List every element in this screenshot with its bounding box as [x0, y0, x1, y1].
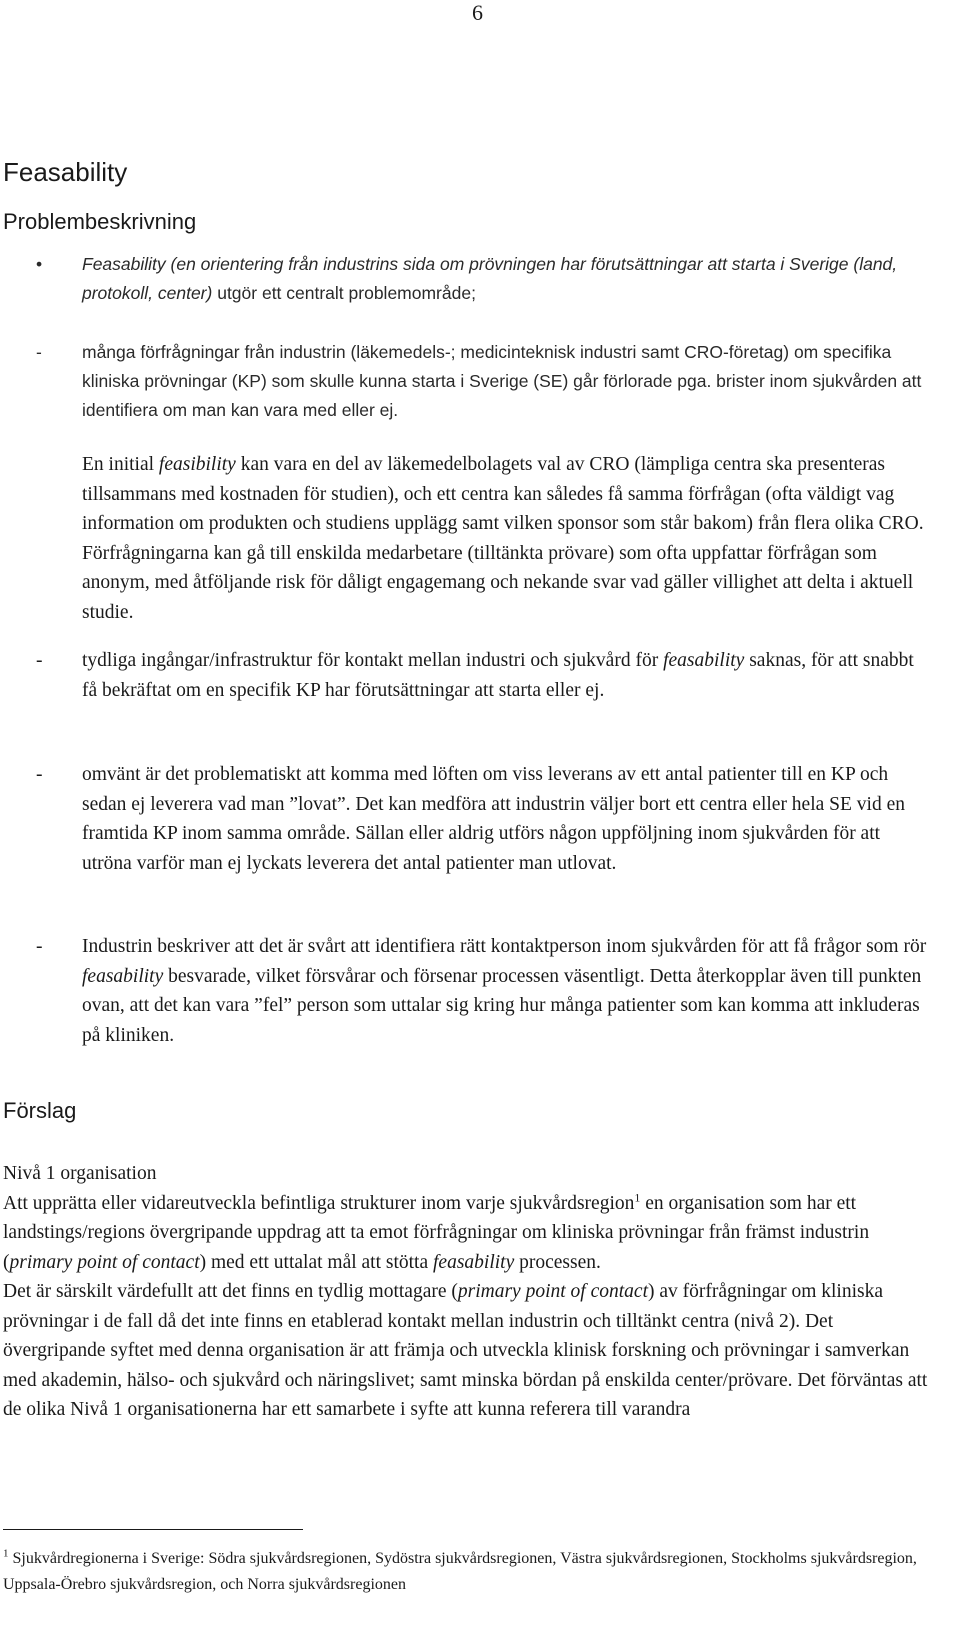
text-run: ) med ett uttalat mål att stötta — [199, 1251, 433, 1273]
bullet-italic-text: Feasability (en orientering från industrins sida om prövningen har förutsättningar att starta i Sverige (land, protokoll, center) — [82, 254, 898, 303]
text-run: saknas, för att snabbt få bekräftat om en specifik KP har förutsättningar att starta eller ej. — [82, 650, 914, 701]
section-heading-problem: Problembeskrivning — [3, 209, 197, 234]
italic-term: primary point of contact — [9, 1251, 200, 1273]
proposal-paragraph-2 — [3, 1277, 933, 1425]
level1-title: Nivå 1 organisation — [3, 1163, 157, 1184]
dash-marker: - — [36, 936, 43, 957]
dash-marker: - — [36, 764, 43, 785]
footnote — [3, 1546, 943, 1598]
page-title: Feasability — [3, 157, 128, 187]
page-number: 6 — [472, 0, 483, 25]
italic-term: primary point of contact — [457, 1281, 648, 1302]
text-run: besvarade, vilket försvårar och försenar processen väsentligt. Detta återkopplar även till punkten ovan, att det kan vara ”fel” person som uttalar sig kring hur många patienter som kan komma att inkluderas på kliniken. — [82, 965, 922, 1046]
text-run: processen. — [514, 1251, 601, 1273]
proposal-paragraph-1 — [3, 1189, 933, 1278]
list-item-continuation-text — [82, 450, 930, 627]
text-run: tydliga ingångar/infrastruktur för kontakt mellan industri och sjukvård för — [82, 650, 664, 671]
list-item-text: omvänt är det problematiskt att komma med löften om viss leverans av ett antal patienter till en KP och sedan ej leverera vad man ”lovat”. Det kan medföra att industrin väljer bort ett centra eller hela SE vid en framtida KP inom samma område. Sällan eller aldrig utförs någon uppföljning inom sjukvården för att utröna varför man ej lyckats leverera det antal patienter man utlovat. — [82, 764, 905, 874]
dash-marker: - — [36, 650, 43, 671]
bullet-plain-text: utgör ett centralt problemområde; — [212, 283, 476, 303]
text-run: kan vara en del av läkemedelbolagets val av CRO (lämpliga centra ska presenteras tillsammans med kostnaden för studien), och ett centra kan således få samma förfrågan (ofta väldigt vag information om produkten och studiens upplägg samt vilken sponsor som står bakom) från flera olika CRO. Förfrågningarna kan gå till enskilda medarbetare (tilltänkta prövare) som ofta uppfattar förfrågan som anonym, med åtföljande risk för dåligt engagemang och nekande svar vad gäller villighet att delta i aktuell studie. — [82, 454, 924, 623]
footnote-reference: 1 — [634, 1190, 641, 1204]
italic-term: feasibility — [158, 454, 236, 475]
bullet-marker: • — [36, 254, 43, 274]
text-run: En initial — [82, 454, 159, 475]
section-heading-proposal: Förslag — [3, 1098, 77, 1123]
list-item-text — [82, 932, 930, 1050]
italic-term: feasability — [663, 650, 745, 671]
text-run: Att upprätta eller vidareutveckla befintliga strukturer inom varje sjukvårdsregion — [3, 1192, 635, 1214]
list-item-text — [82, 646, 930, 705]
bullet-item-text — [82, 250, 932, 308]
footnote-separator — [3, 1529, 303, 1530]
list-item-text: många förfrågningar från industrin (läkemedels-; medicinteknisk industri samt CRO-företag) om specifika kliniska prövningar (KP) som skulle kunna starta i Sverige (SE) går förlorade pga. brister inom sjukvården att identifiera om man kan vara med eller ej. — [82, 342, 922, 420]
italic-term: feasability — [82, 965, 164, 987]
text-run: en organisation som har ett landstings/regions övergripande uppdrag att ta emot förfrågningar om kliniska prövningar från främst industrin ( — [3, 1192, 870, 1273]
text-run: ) av förfrågningar om kliniska prövningar i de fall då det inte finns en etablerad kontakt mellan industrin och tilltänkt centra (nivå 2). Det övergripande syftet med denna organisation är att främja och utveckla klinisk forskning och prövningar i samverkan med akademin, hälso- och sjukvård och näringslivet; samt minska bördan på enskilda center/prövare. Det förväntas att de olika Nivå 1 organisationerna har ett samarbete i syfte att kunna referera till varandra — [3, 1281, 928, 1420]
text-run: Industrin beskriver att det är svårt att identifiera rätt kontaktperson inom sjukvården för att få frågor som rör — [82, 936, 927, 957]
dash-marker: - — [36, 342, 42, 362]
footnote-text: Sjukvårdregionerna i Sverige: Södra sjukvårdsregionen, Sydöstra sjukvårdsregionen, Västra sjukvårdsregionen, Stockholms sjukvårdsregion, Uppsala-Örebro sjukvårdsregion, och Norra sjukvårdsregionen — [3, 1550, 917, 1593]
proposal-body — [3, 1159, 933, 1425]
text-run: Det är särskilt värdefullt att det finns en tydlig mottagare ( — [3, 1281, 458, 1302]
footnote-marker: 1 — [3, 1547, 9, 1560]
italic-term: feasability — [433, 1251, 515, 1273]
